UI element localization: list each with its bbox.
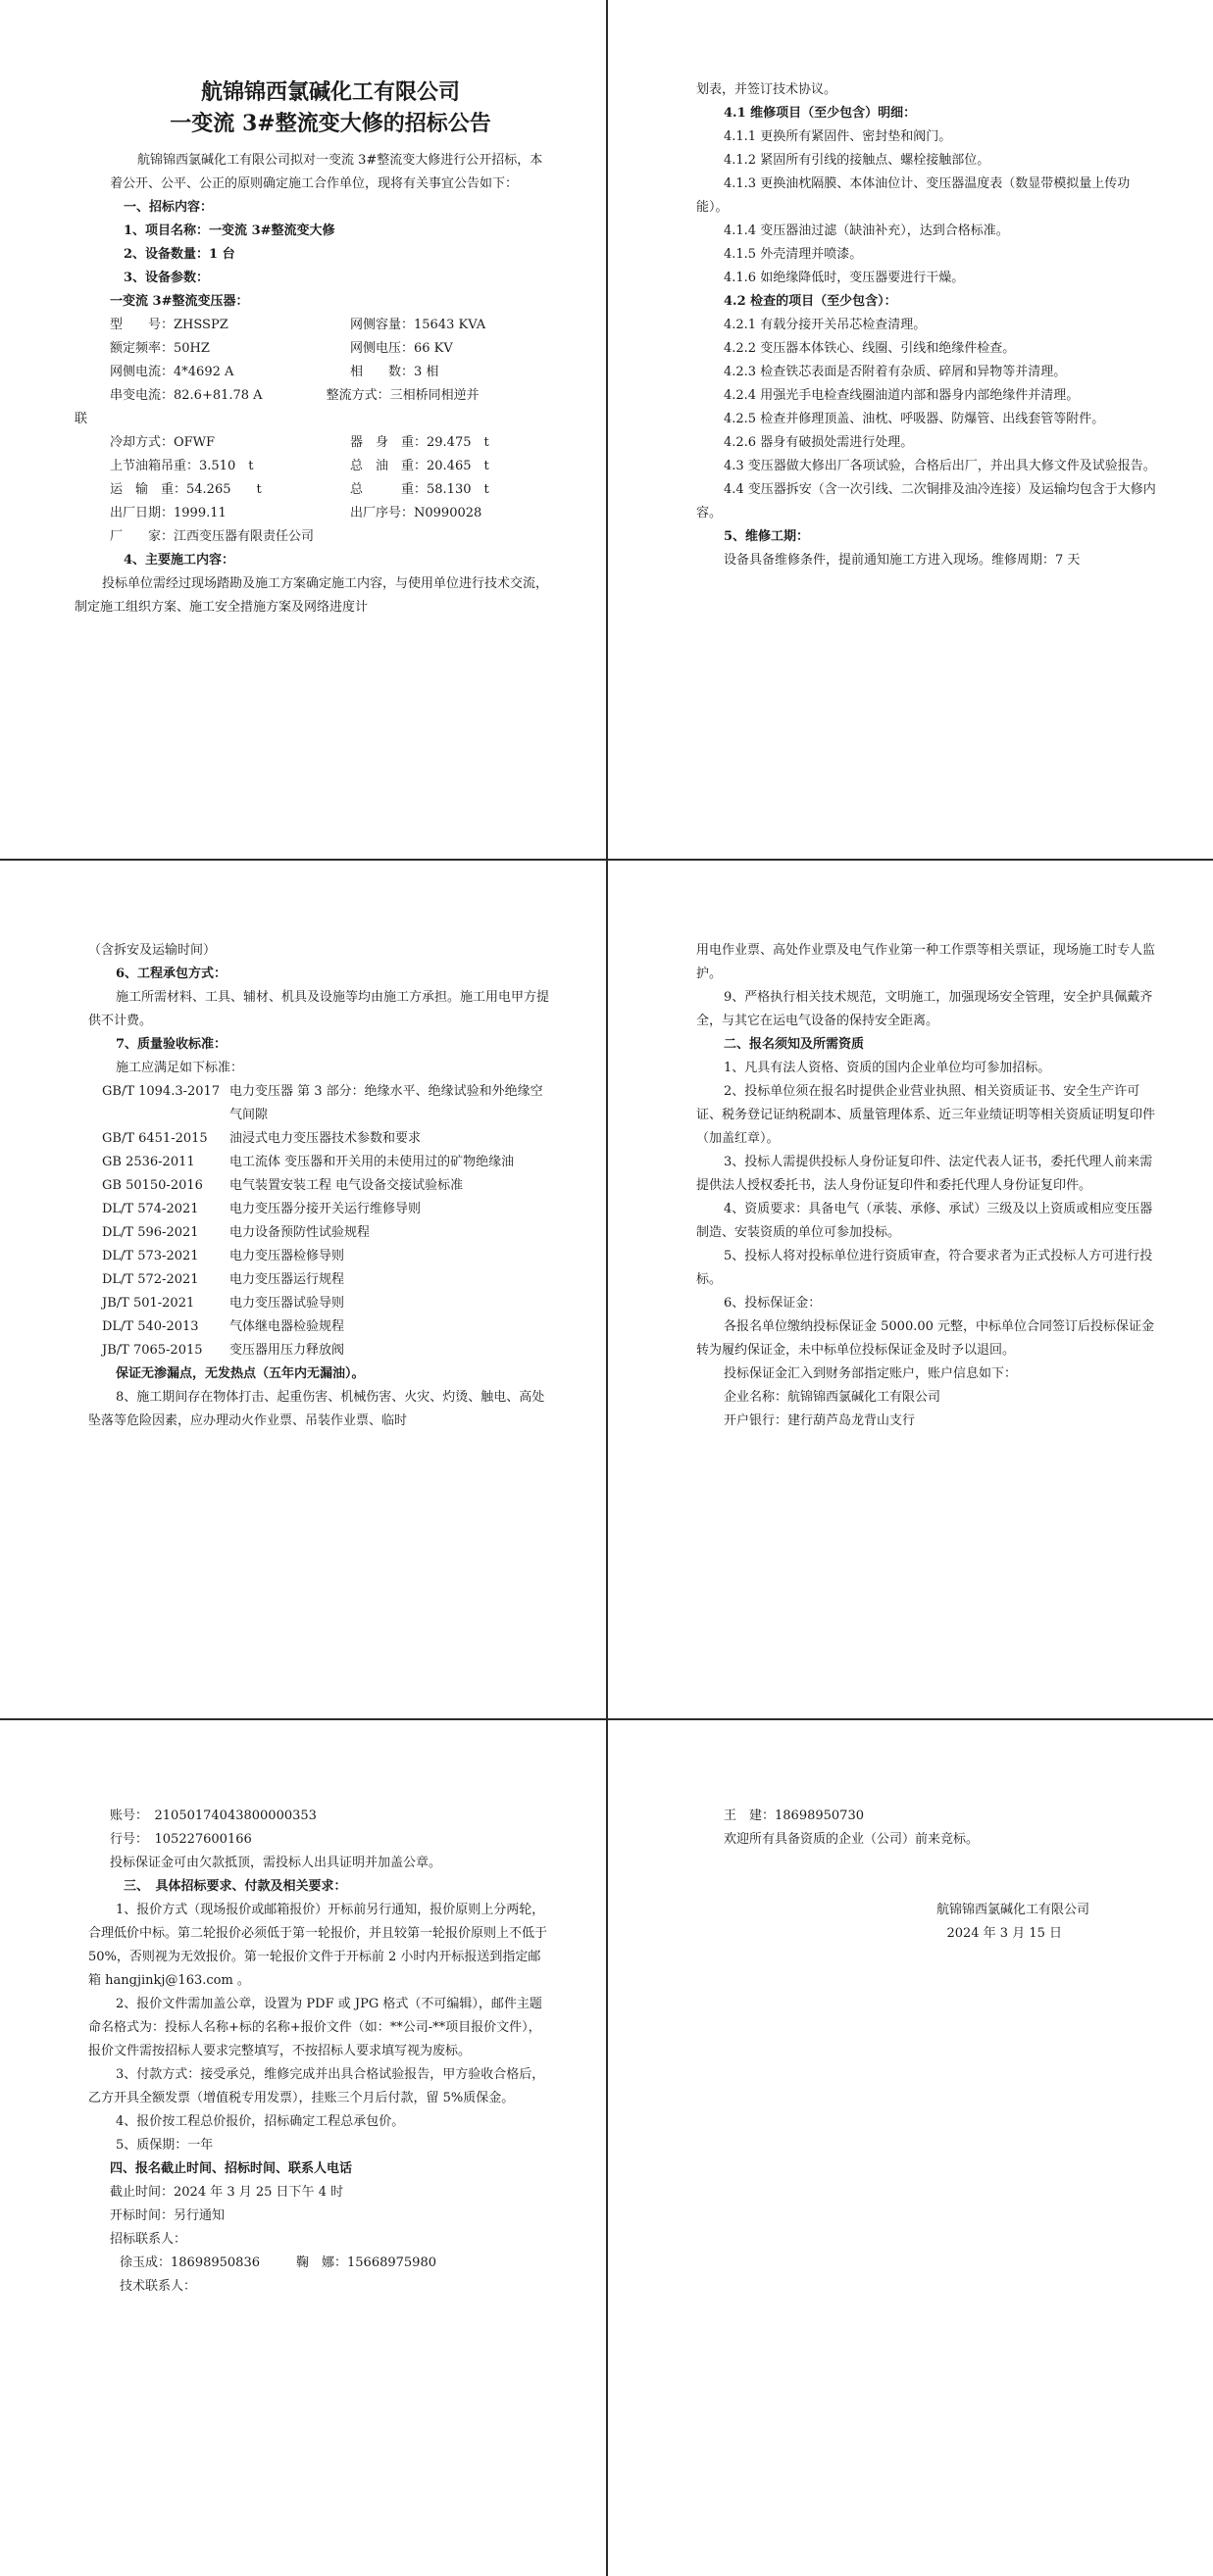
tech-contact-label: 技术联系人： — [120, 2279, 197, 2294]
account-number: 账号： 21050174043800000353 — [110, 1808, 317, 1823]
transport-item: 4.4 变压器拆安（含一次引线、二次铜排及油冷连接）及运输均包含于大修内容。 — [696, 482, 1156, 520]
signature-date: 2024 年 3 月 15 日 — [946, 1926, 1062, 1941]
param-line-4-cont: 联 — [75, 412, 88, 426]
standard-item: DL/T 540-2013 气体继电器检验规程 — [102, 1319, 345, 1334]
continuation-text: 划表，并签订技术协议。 — [696, 82, 837, 97]
requirement-1: 1、凡具有法人资格、资质的国内企业单位均可参加招标。 — [724, 1061, 1051, 1075]
construction-heading: 4、主要施工内容： — [124, 553, 235, 568]
construction-paragraph: 投标单位需经过现场踏勘及施工方案确定施工内容，与使用单位进行技术交流，制定施工组织方案、施工安全措施方案及网络进度计 — [75, 576, 549, 615]
safety-paragraph: 8、施工期间存在物体打击、起重伤害、机械伤害、火灾、灼烫、触电、高处坠落等危险因素，应办理动火作业票、吊装作业票、临时 — [88, 1390, 545, 1428]
standard-item: DL/T 596-2021 电力设备预防性试验规程 — [102, 1225, 371, 1240]
page-1 — [0, 0, 606, 859]
bank-number: 行号： 105227600166 — [110, 1832, 252, 1847]
rule-4: 4、报价按工程总价报价，招标确定工程总承包价。 — [116, 2114, 405, 2129]
contract-paragraph: 施工所需材料、工具、辅材、机具及设施等均由施工方承担。施工用电甲方提供不计费。 — [88, 990, 550, 1028]
device-quantity: 2、设备数量：1 台 — [124, 247, 235, 262]
standard-item: GB/T 1094.3-2017 电力变压器 第 3 部分：绝缘水平、绝缘试验和外绝缘空气间隙 — [102, 1084, 543, 1122]
standard-item: GB/T 6451-2015 油浸式电力变压器技术参数和要求 — [102, 1131, 422, 1146]
repair-item: 4.1.1 更换所有紧固件、密封垫和阀门。 — [724, 129, 952, 144]
deadline: 截止时间：2024 年 3 月 25 日下午 4 时 — [110, 2185, 344, 2200]
quality-intro: 施工应满足如下标准： — [116, 1061, 244, 1075]
contact-row — [110, 2252, 551, 2275]
repair-item: 4.1.4 变压器油过滤（缺油补充），达到合格标准。 — [724, 223, 1009, 238]
param-row: 上节油箱吊重：3.510 t 总 油 重：20.465 t — [110, 459, 489, 473]
standard-item: GB 2536-2011 电工流体 变压器和开关用的未使用过的矿物绝缘油 — [102, 1155, 515, 1169]
inspection-items-heading: 4.2 检查的项目（至少包含）： — [724, 294, 897, 309]
manufacturer: 厂 家：江西变压器有限责任公司 — [110, 529, 315, 544]
contact-1: 徐玉成：18698950836 — [120, 2255, 260, 2270]
continuation-text: （含拆安及运输时间） — [88, 943, 217, 958]
inspection-item: 4.2.2 变压器本体铁心、线圈、引线和绝缘件检查。 — [724, 341, 1016, 356]
repair-item: 4.1.3 更换油枕隔膜、本体油位计、变压器温度表（数显带模拟量上传功能）。 — [696, 176, 1131, 215]
repair-period-heading: 5、维修工期： — [724, 529, 810, 544]
registration-heading: 二、报名须知及所需资质 — [724, 1037, 865, 1052]
param-row: 出厂日期：1999.11 出厂序号：N0990028 — [110, 506, 482, 520]
rule-1: 1、报价方式（现场报价或邮箱报价）开标前另行通知，报价原则上分两轮，合理低价中标。第二轮报价必须低于第一轮报价，并且较第一轮报价原则上不低于 50%，否则视为无效报价。第一轮报价文件于开标前 2 小时内开标报送到指定邮箱 hangjinkj@163.com 。 — [88, 1903, 548, 1988]
inspection-item: 4.2.3 检查铁芯表面是否附着有杂质、碎屑和异物等并清理。 — [724, 365, 1067, 379]
bank-name: 开户银行：建行葫芦岛龙背山支行 — [724, 1413, 916, 1428]
standard-item: GB 50150-2016 电气装置安装工程 电气设备交接试验标准 — [102, 1178, 464, 1193]
inspection-item: 4.2.6 器身有破损处需进行处理。 — [724, 435, 914, 450]
requirement-2: 2、投标单位须在报名时提供企业营业执照、相关资质证书、安全生产许可证、税务登记证纳税副本、质量管理体系、近三年业绩证明等相关资质证明复印件（加盖红章）。 — [696, 1084, 1156, 1146]
contact-2: 鞠 娜：15668975980 — [296, 2255, 436, 2270]
repair-item: 4.1.5 外壳清理并喷漆。 — [724, 247, 863, 262]
continuation-text: 用电作业票、高处作业票及电气作业第一种工作票等相关票证，现场施工时专人监护。 — [696, 943, 1156, 981]
rule-2: 2、报价文件需加盖公章，设置为 PDF 或 JPG 格式（不可编辑），邮件主题命名格式为：投标人名称+标的名称+报价文件（如：**公司-**项目报价文件），报价文件需按招标人要求完整填写，不按招标人要求填写视为废标。 — [88, 1997, 542, 2058]
inspection-item: 4.2.4 用强光手电检查线圈油道内部和器身内部绝缘件并清理。 — [724, 388, 1080, 403]
opening-time: 开标时间：另行通知 — [110, 2208, 226, 2223]
param-row: 额定频率：50HZ 网侧电压：66 KV — [110, 341, 453, 356]
document-title-line2: 一变流 3#整流变大修的招标公告 — [170, 111, 491, 136]
rule-3: 3、付款方式：接受承兑，维修完成并出具合格试验报告，甲方验收合格后，乙方开具全额发票（增值税专用发票），挂账三个月后付款，留 5%质保金。 — [88, 2067, 545, 2105]
signature-company: 航锦锦西氯碱化工有限公司 — [935, 1903, 1089, 1917]
deposit-note: 投标保证金可由欠款抵顶，需投标人出具证明并加盖公章。 — [110, 1856, 442, 1870]
param-row: 运 输 重：54.265 t 总 重：58.130 t — [110, 482, 489, 497]
requirements-heading: 三、 具体招标要求、付款及相关要求： — [124, 1879, 347, 1894]
param-line-4: 串变电流：82.6+81.78 A 整流方式：三相桥同相逆并 — [110, 388, 480, 403]
inspection-item: 4.2.1 有载分接开关吊芯检查清理。 — [724, 318, 927, 332]
requirement-4: 4、资质要求：具备电气（承装、承修、承试）三级及以上资质或相应变压器制造、安装资质的单位可参加投标。 — [696, 1202, 1153, 1240]
deposit-account-intro: 投标保证金汇入到财务部指定账户，账户信息如下： — [724, 1366, 1018, 1381]
requirement-3: 3、投标人需提供投标人身份证复印件、法定代表人证书，委托代理人前来需提供法人授权委托书，法人身份证复印件和委托代理人身份证复印件。 — [696, 1155, 1153, 1193]
param-row: 网侧电流：4*4692 A 相 数：3 相 — [110, 365, 439, 379]
rule-5: 5、质保期：一年 — [116, 2138, 214, 2153]
repair-item: 4.1.6 如绝缘降低时，变压器要进行干燥。 — [724, 271, 965, 285]
repair-items-heading: 4.1 维修项目（至少包含）明细： — [724, 106, 917, 121]
intro-paragraph: 航锦锦西氯碱化工有限公司拟对一变流 3#整流变大修进行公开招标，本着公开、公平、公正的原则确定施工合作单位，现将有关事宜公告如下： — [110, 153, 543, 191]
inspection-item: 4.2.5 检查并修理顶盖、油枕、呼吸器、防爆管、出线套管等附件。 — [724, 412, 1105, 426]
device-params-heading: 3、设备参数： — [124, 271, 210, 285]
tech-contact: 王 建：18698950730 — [724, 1808, 864, 1823]
requirement-5: 5、投标人将对投标单位进行资质审查，符合要求者为正式投标人方可进行投标。 — [696, 1249, 1153, 1287]
standard-item: DL/T 574-2021 电力变压器分接开关运行维修导则 — [102, 1202, 422, 1216]
page-6 — [608, 1720, 1213, 2576]
standard-item: DL/T 572-2021 电力变压器运行规程 — [102, 1272, 345, 1287]
repair-item: 4.1.2 紧固所有引线的接触点、螺栓接触部位。 — [724, 153, 990, 168]
deadline-heading: 四、报名截止时间、招标时间、联系人电话 — [110, 2161, 353, 2176]
test-item: 4.3 变压器做大修出厂各项试验，合格后出厂，并出具大修文件及试验报告。 — [724, 459, 1156, 473]
standard-item: JB/T 501-2021 电力变压器试验导则 — [102, 1296, 345, 1311]
param-row: 型 号：ZHSSPZ 网侧容量：15643 KVA — [110, 318, 486, 332]
company-name: 企业名称：航锦锦西氯碱化工有限公司 — [724, 1390, 941, 1405]
contact-label: 招标联系人： — [110, 2232, 187, 2247]
safety-item-9: 9、严格执行相关技术规范，文明施工，加强现场安全管理，安全护具佩戴齐全，与其它在运电气设备的保持安全距离。 — [696, 990, 1153, 1028]
deposit-heading: 6、投标保证金： — [724, 1296, 822, 1311]
page-5 — [0, 1720, 606, 2576]
section-heading-1: 一、招标内容： — [124, 200, 214, 215]
welcome-text: 欢迎所有具备资质的企业（公司）前来竞标。 — [724, 1832, 980, 1847]
page-4 — [608, 861, 1213, 1718]
quality-heading: 7、质量验收标准： — [116, 1037, 227, 1052]
page-2 — [608, 0, 1213, 859]
guarantee-text: 保证无渗漏点，无发热点（五年内无漏油）。 — [116, 1366, 365, 1381]
standard-item: JB/T 7065-2015 变压器用压力释放阀 — [102, 1343, 345, 1358]
contract-heading: 6、工程承包方式： — [116, 966, 227, 981]
page-3 — [0, 861, 606, 1718]
standard-item: DL/T 573-2021 电力变压器检修导则 — [102, 1249, 345, 1263]
param-row: 冷却方式：OFWF 器 身 重：29.475 t — [110, 435, 489, 450]
document-title-line1: 航锦锦西氯碱化工有限公司 — [200, 79, 460, 105]
project-name: 1、项目名称：一变流 3#整流变大修 — [124, 223, 335, 238]
repair-period-text: 设备具备维修条件，提前通知施工方进入现场。维修周期：7 天 — [724, 553, 1081, 568]
deposit-paragraph: 各报名单位缴纳投标保证金 5000.00 元整，中标单位合同签订后投标保证金转为履约保证金，未中标单位投标保证金及时予以退回。 — [696, 1319, 1155, 1358]
device-title: 一变流 3#整流变压器： — [110, 294, 249, 309]
